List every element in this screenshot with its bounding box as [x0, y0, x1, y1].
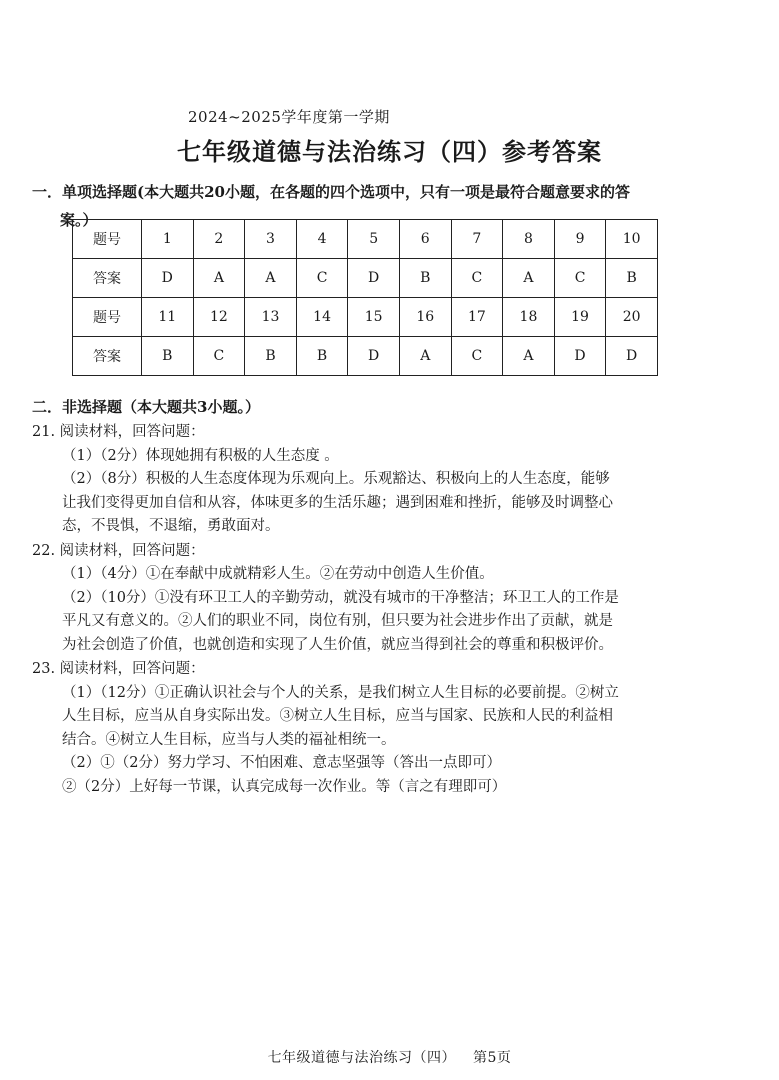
cell-answer: D	[554, 337, 606, 376]
cell-number: 20	[606, 298, 658, 337]
cell-answer: D	[348, 337, 400, 376]
row-label-number: 题号	[73, 298, 142, 337]
q23-answer-1-line1: （1）（12分）①正确认识社会与个人的关系，是我们树立人生目标的必要前提。②树立	[62, 684, 619, 701]
cell-number: 4	[296, 220, 348, 259]
section2-body	[32, 420, 722, 799]
q22-answer-2-line1: （2）（10分）①没有环卫工人的辛勤劳动，就没有城市的干净整洁；环卫工人的工作是	[62, 589, 619, 606]
cell-number: 3	[245, 220, 297, 259]
answer-table	[72, 219, 658, 376]
cell-answer: C	[451, 259, 503, 298]
q23-answer-1-line2: 人生目标，应当从自身实际出发。③树立人生目标，应当与国家、民族和人民的利益相	[62, 708, 613, 724]
table-row-answers-1	[73, 259, 658, 298]
cell-answer: A	[399, 337, 451, 376]
page-footer	[0, 1047, 779, 1067]
q21-answer-2-line1: （2）（8分）积极的人生态度体现为乐观向上。乐观豁达、积极向上的人生态度，能够	[62, 471, 610, 487]
cell-answer: B	[399, 259, 451, 298]
cell-number: 10	[606, 220, 658, 259]
cell-number: 12	[193, 298, 245, 337]
cell-answer: C	[451, 337, 503, 376]
cell-number: 17	[451, 298, 503, 337]
cell-number: 11	[142, 298, 194, 337]
cell-number: 5	[348, 220, 400, 259]
section1-heading-line2: 案。）	[60, 211, 98, 229]
footer-page-number: 第5页	[473, 1050, 512, 1066]
q22-prompt: 22. 阅读材料，回答问题：	[32, 542, 205, 559]
q22-answer-1: （1）（4分）①在奉献中成就精彩人生。②在劳动中创造人生价值。	[62, 566, 494, 582]
page-title: 七年级道德与法治练习（四）参考答案	[177, 137, 602, 166]
q22-answer-2-line2: 平凡又有意义的。②人们的职业不同，岗位有别，但只要为社会进步作出了贡献，就是	[62, 613, 613, 629]
cell-answer: A	[503, 259, 555, 298]
row-label-answer: 答案	[73, 337, 142, 376]
q23-answer-3: ②（2分）上好每一节课，认真完成每一次作业。等（言之有理即可）	[62, 778, 507, 795]
q21-prompt: 21. 阅读材料，回答问题：	[32, 424, 205, 440]
cell-number: 14	[296, 298, 348, 337]
footer-subject: 七年级道德与法治练习（四）	[267, 1050, 457, 1066]
cell-number: 15	[348, 298, 400, 337]
cell-answer: B	[245, 337, 297, 376]
table-row-numbers-2	[73, 298, 658, 337]
cell-answer: A	[245, 259, 297, 298]
cell-number: 1	[142, 220, 194, 259]
cell-answer: D	[606, 337, 658, 376]
cell-answer: A	[503, 337, 555, 376]
cell-number: 6	[399, 220, 451, 259]
section1-heading-line1: 一．单项选择题(本大题共20小题，在各题的四个选项中，只有一项是最符合题意要求的答	[32, 183, 630, 201]
cell-answer: B	[296, 337, 348, 376]
cell-number: 19	[554, 298, 606, 337]
row-label-answer: 答案	[73, 259, 142, 298]
cell-answer: D	[348, 259, 400, 298]
cell-answer: C	[554, 259, 606, 298]
section2-heading: 二．非选择题（本大题共3小题。）	[32, 398, 260, 416]
cell-number: 8	[503, 220, 555, 259]
cell-answer: B	[606, 259, 658, 298]
cell-number: 7	[451, 220, 503, 259]
cell-answer: D	[142, 259, 194, 298]
cell-number: 16	[399, 298, 451, 337]
q23-answer-2: （2）①（2分）努力学习、不怕困难、意志坚强等（答出一点即可）	[62, 755, 501, 771]
q21-answer-2-line3: 态，不畏惧，不退缩，勇敢面对。	[62, 518, 280, 534]
cell-answer: C	[296, 259, 348, 298]
q21-answer-2-line2: 让我们变得更加自信和从容，体味更多的生活乐趣；遇到困难和挫折，能够及时调整心	[62, 494, 613, 511]
cell-number: 9	[554, 220, 606, 259]
term-label: 2024~2025学年度第一学期	[188, 108, 390, 126]
cell-number: 13	[245, 298, 297, 337]
table-row-answers-2	[73, 337, 658, 376]
q22-answer-2-line3: 为社会创造了价值，也就创造和实现了人生价值，就应当得到社会的尊重和积极评价。	[62, 636, 613, 653]
cell-answer: C	[193, 337, 245, 376]
cell-answer: B	[142, 337, 194, 376]
cell-answer: A	[193, 259, 245, 298]
q23-answer-1-line3: 结合。④树立人生目标，应当与人类的福祉相统一。	[62, 731, 396, 748]
cell-number: 18	[503, 298, 555, 337]
row-label-number: 题号	[73, 220, 142, 259]
table-row-numbers-1	[73, 220, 658, 259]
q23-prompt: 23. 阅读材料，回答问题：	[32, 661, 205, 677]
cell-number: 2	[193, 220, 245, 259]
q21-answer-1: （1）（2分）体现她拥有积极的人生态度 。	[62, 447, 339, 464]
